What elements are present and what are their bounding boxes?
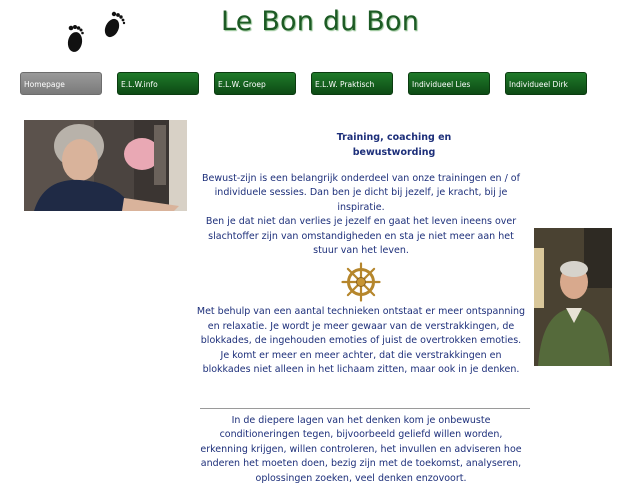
main-nav — [20, 72, 620, 96]
nav-elw-praktisch[interactable]: E.L.W. Praktisch — [311, 72, 393, 95]
ship-wheel-icon — [341, 262, 381, 302]
nav-homepage[interactable]: Homepage — [20, 72, 102, 95]
main-text — [196, 172, 526, 377]
site-title: Le Bon du Bon — [220, 6, 420, 37]
divider — [200, 408, 530, 409]
paragraph-3: Met behulp van een aantal technieken ontstaat er meer ontspanning en relaxatie. Je wordt je meer gewaar van de verstrakkingen, de blokkades, de ingehouden emoties of juist de overtrokken emoties. — [196, 306, 526, 347]
nav-elw-info[interactable]: E.L.W.info — [117, 72, 199, 95]
page-heading: Training, coaching en bewustwording — [336, 132, 452, 158]
paragraph-1: Bewust-zijn is een belangrijk onderdeel van onze trainingen en / of individuele sessies. Dan ben je dicht bij jezelf, je kracht, bij je inspiratie. — [202, 173, 520, 213]
paragraph-5: In de diepere lagen van het denken kom je onbewuste conditioneringen tegen, bijvoorbeeld geliefd willen worden, erkenning krijgen, willen controleren, het invullen en adviseren hoe anderen het moeten doen, bezig zijn met de toekomst, analyseren, oplossingen zoeken, veel denken enzovoort. — [200, 415, 522, 484]
nav-elw-groep[interactable]: E.L.W. Groep — [214, 72, 296, 95]
paragraph-4: Je komt er meer en meer achter, dat die verstrakkingen en blokkades niet alleen in het lichaam zitten, maar ook in je denken. — [202, 349, 520, 376]
photo-lies — [24, 120, 187, 211]
main-text-continued — [196, 414, 526, 486]
photo-dirk — [534, 228, 612, 366]
nav-individueel-dirk[interactable]: Individueel Dirk — [505, 72, 587, 95]
nav-individueel-lies[interactable]: Individueel Lies — [408, 72, 490, 95]
paragraph-2: Ben je dat niet dan verlies je jezelf en gaat het leven ineens over slachtoffer zijn van omstandigheden en sta je niet meer aan het stuur van het leven. — [205, 216, 517, 257]
